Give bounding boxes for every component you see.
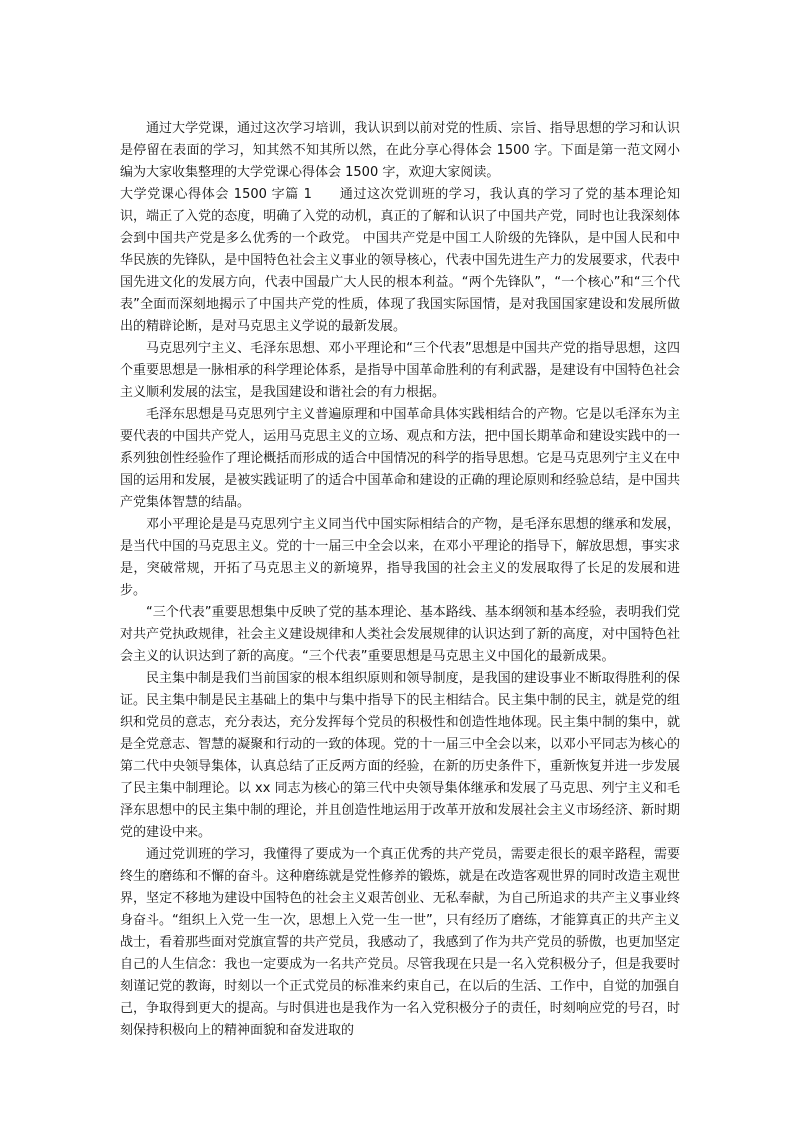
closing-paragraph: 通过党训班的学习，我懂得了要成为一个真正优秀的共产党员，需要走很长的艰辛路程，需要终生的磨练和不懈的奋斗。这种磨练就是党性修养的锻炼，就是在改造客观世界的同时改造主观世界，坚定不移地为建设中国特色的社会主义艰苦创业、无私奉献，为自己所追求的共产主义事业终身奋斗。“组织上入党一生一次，思想上入党一生一世”，只有经历了磨练，才能算真正的共产主义战士，看着那些面对党旗宣誓的共产党员，我感动了，我感到了作为共产党员的骄傲，也更加坚定自己的人生信念：我也一定要成为一名共产党员。尽管我现在只是一名入党积极分子，但是我要时刻谨记党的教诲，时刻以一个正式党员的标准来约束自己，在以后的生活、工作中，自觉的加强自己，争取得到更大的提高。与时俱进也是我作为一名入党积极分子的责任，时刻响应党的号召，时刻保持积极向上的精神面貌和奋发进取的 bbox=[120, 847, 680, 1038]
guiding-thought-paragraph: 马克思列宁主义、毛泽东思想、邓小平理论和“三个代表”思想是中国共产党的指导思想，这四个重要思想是一脉相承的科学理论体系，是指导中国革命胜利的有利武器，是建设有中国特色社会主义顺利发展的法宝，是我国建设和谐社会的有力根据。 bbox=[120, 341, 680, 400]
democratic-centralism-paragraph: 民主集中制是我们当前国家的根本组织原则和领导制度，是我国的建设事业不断取得胜利的保证。民主集中制是民主基础上的集中与集中指导下的民主相结合。民主集中制的民主，就是党的组织和党员的意志，充分表达，充分发挥每个党员的积极性和创造性地体现。民主集中制的集中，就是全党意志、智慧的凝聚和行动的一致的体现。党的十一届三中全会以来，以邓小平同志为核心的第二代中央领导集体，认真总结了正反两方面的经验，在新的历史条件下，重新恢复并进一步发展了民主集中制理论。以 xx 同志为核心的第三代中央领导集体继承和发展了马克思、列宁主义和毛泽东思想中的民主集中制的理论，并且创造性地运用于改革开放和发展社会主义市场经济、新时期党的建设中来。 bbox=[120, 671, 680, 840]
three-represents-paragraph: “三个代表”重要思想集中反映了党的基本理论、基本路线、基本纲领和基本经验，表明我们党对共产党执政规律，社会主义建设规律和人类社会发展规律的认识达到了新的高度，对中国特色社会主义的认识达到了新的高度。“三个代表”重要思想是马克思主义中国化的最新成果。 bbox=[120, 605, 680, 664]
mao-thought-paragraph: 毛泽东思想是马克思列宁主义普遍原理和中国革命具体实践相结合的产物。它是以毛泽东为主要代表的中国共产党人，运用马克思主义的立场、观点和方法，把中国长期革命和建设实践中的一系列独创性经验作了理论概括而形成的适合中国情况的科学的指导思想。它是马克思列宁主义在中国的运用和发展，是被实践证明了的适合中国革命和建设的正确的理论原则和经验总结，是中国共产党集体智慧的结晶。 bbox=[120, 407, 680, 510]
deng-theory-paragraph: 邓小平理论是是马克思列宁主义同当代中国实际相结合的产物，是毛泽东思想的继承和发展，是当代中国的马克思主义。党的十一届三中全会以来，在邓小平理论的指导下，解放思想，事实求是，突破常规，开拓了马克思主义的新境界，指导我国的社会主义的发展取得了长足的发展和进步。 bbox=[120, 517, 680, 598]
document-body bbox=[120, 118, 680, 1042]
section-1-paragraph: 大学党课心得体会 1500 字篇 1 通过这次党训班的学习，我认真的学习了党的基本理论知识，端正了入党的态度，明确了入党的动机，真正的了解和认识了中国共产党，同时也让我深刻体会到中国共产党是多么优秀的一个政党。 中国共产党是中国工人阶级的先锋队，是中国人民和中华民族的先锋队，是中国特色社会主义事业的领导核心，代表中国先进生产力的发展要求，代表中国先进文化的发展方向，代表中国最广大人民的根本利益。“两个先锋队”，“一个核心”和“三个代表”全面而深刻地揭示了中国共产党的性质，体现了我国实际国情，是对我国国家建设和发展所做出的精辟论断，是对马克思主义学说的最新发展。 bbox=[120, 187, 680, 334]
intro-paragraph: 通过大学党课，通过这次学习培训，我认识到以前对党的性质、宗旨、指导思想的学习和认识是停留在表面的学习，知其然不知其所以然，在此分享心得体会 1500 字。下面是第一范文网小编为大家收集整理的大学党课心得体会 1500 字，欢迎大家阅读。 bbox=[120, 121, 680, 180]
